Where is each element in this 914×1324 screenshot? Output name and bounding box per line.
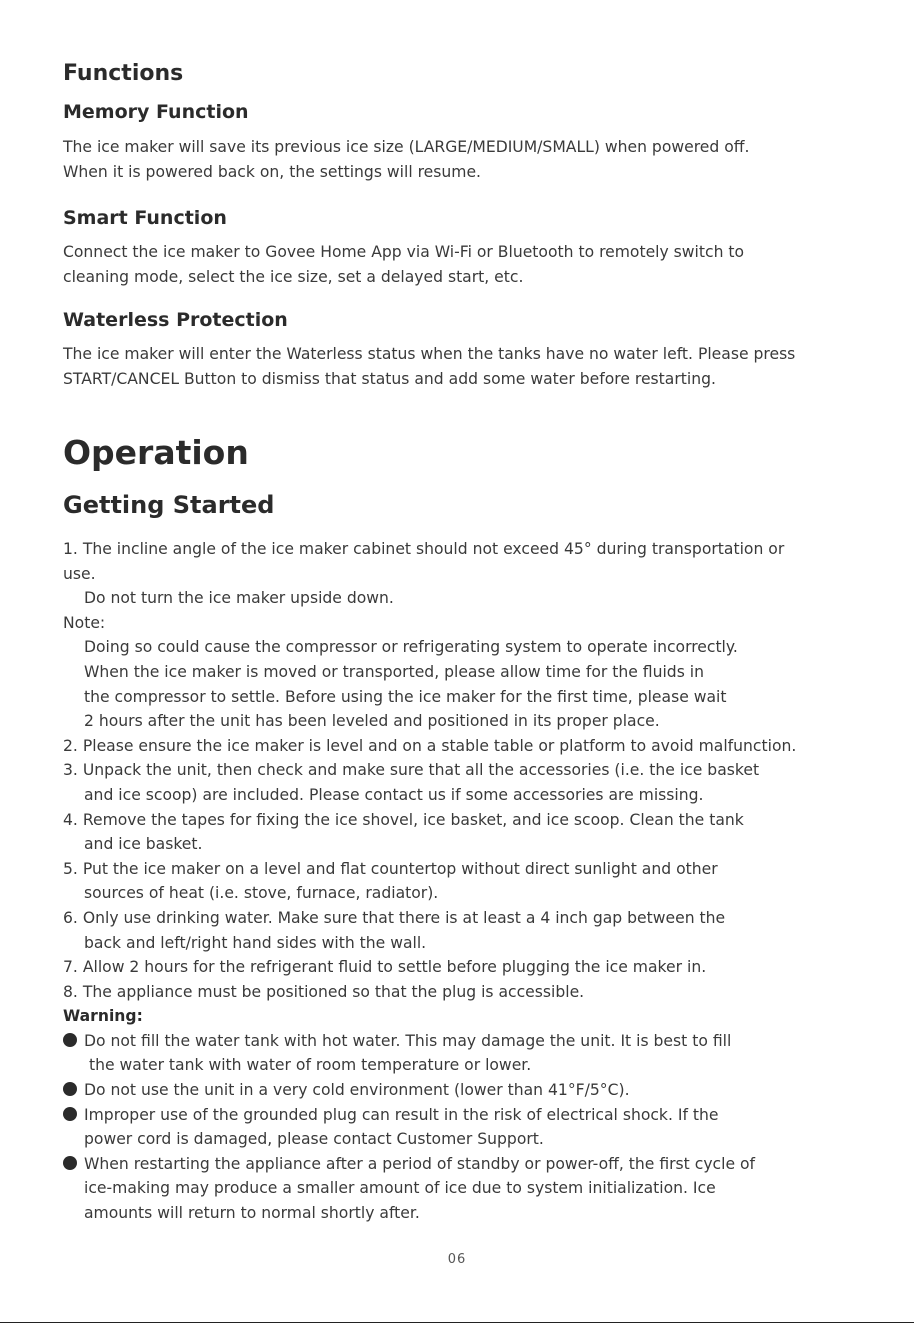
list-item: 1. The incline angle of the ice maker cabinet should not exceed 45° during transportation or [63,540,785,558]
list-item: and ice scoop) are included. Please contact us if some accessories are missing. [84,785,704,804]
note-line: 2 hours after the unit has been leveled and positioned in its proper place. [84,712,660,731]
list-item: 7. Allow 2 hours for the refrigerant fluid to settle before plugging the ice maker in. [63,958,707,977]
memory-function-heading: Memory Function [63,101,249,123]
warning-item-cont: the water tank with water of room temperature or lower. [89,1056,532,1075]
warning-item-cont: power cord is damaged, please contact Customer Support. [84,1130,544,1149]
list-item: 6. Only use drinking water. Make sure that there is at least a 4 inch gap between the [63,908,726,927]
warning-item-cont: amounts will return to normal shortly after. [84,1204,420,1223]
list-item: sources of heat (i.e. stove, furnace, radiator). [84,884,439,903]
bullet-icon [63,1082,77,1096]
note-line: Doing so could cause the compressor or refrigerating system to operate incorrectly. [84,638,738,657]
memory-function-text: The ice maker will save its previous ice size (LARGE/MEDIUM/SMALL) when powered off. When it is powered back on, the settings will resume. [63,138,750,181]
waterless-protection-heading: Waterless Protection [63,309,288,331]
warning-item: Do not fill the water tank with hot water. This may damage the unit. It is best to fill [63,1029,893,1054]
warning-item: Improper use of the grounded plug can result in the risk of electrical shock. If the [63,1103,893,1128]
warning-label: Warning: [63,1007,143,1026]
list-item: 4. Remove the tapes for fixing the ice shovel, ice basket, and ice scoop. Clean the tank [63,810,744,829]
note-label: Note: [63,613,106,632]
bullet-icon [63,1033,77,1047]
bullet-icon [63,1156,77,1170]
list-item: 5. Put the ice maker on a level and flat countertop without direct sunlight and other [63,859,718,878]
list-item: 8. The appliance must be positioned so that the plug is accessible. [63,982,585,1001]
getting-started-list [63,537,893,1226]
warning-item: Do not use the unit in a very cold environment (lower than 41°F/5°C). [63,1078,893,1103]
operation-title: Operation [63,433,249,472]
list-item: back and left/right hand sides with the wall. [84,933,427,952]
list-item: and ice basket. [84,835,203,854]
note-line: the compressor to settle. Before using the ice maker for the first time, please wait [84,687,727,706]
getting-started-heading: Getting Started [63,491,275,519]
functions-title: Functions [63,61,184,86]
smart-function-heading: Smart Function [63,207,227,229]
waterless-protection-text: The ice maker will enter the Waterless status when the tanks have no water left. Please press START/CANCEL Button to dismiss that status and add some water before restarting. [63,345,796,388]
list-item: use. [63,564,96,583]
list-item: Do not turn the ice maker upside down. [84,589,394,608]
list-item: 2. Please ensure the ice maker is level and on a stable table or platform to avoid malfunction. [63,736,797,755]
warning-item-cont: ice-making may produce a smaller amount of ice due to system initialization. Ice [84,1179,716,1198]
bullet-icon [63,1107,77,1121]
list-item: 3. Unpack the unit, then check and make sure that all the accessories (i.e. the ice basket [63,761,760,780]
page-number: 06 [447,1252,467,1267]
note-line: When the ice maker is moved or transported, please allow time for the fluids in [84,662,705,681]
smart-function-text: Connect the ice maker to Govee Home App via Wi-Fi or Bluetooth to remotely switch to cleaning mode, select the ice size, set a delayed start, etc. [63,243,745,286]
warning-item: When restarting the appliance after a period of standby or power-off, the first cycle of [63,1152,893,1177]
footer-divider [0,1322,914,1323]
